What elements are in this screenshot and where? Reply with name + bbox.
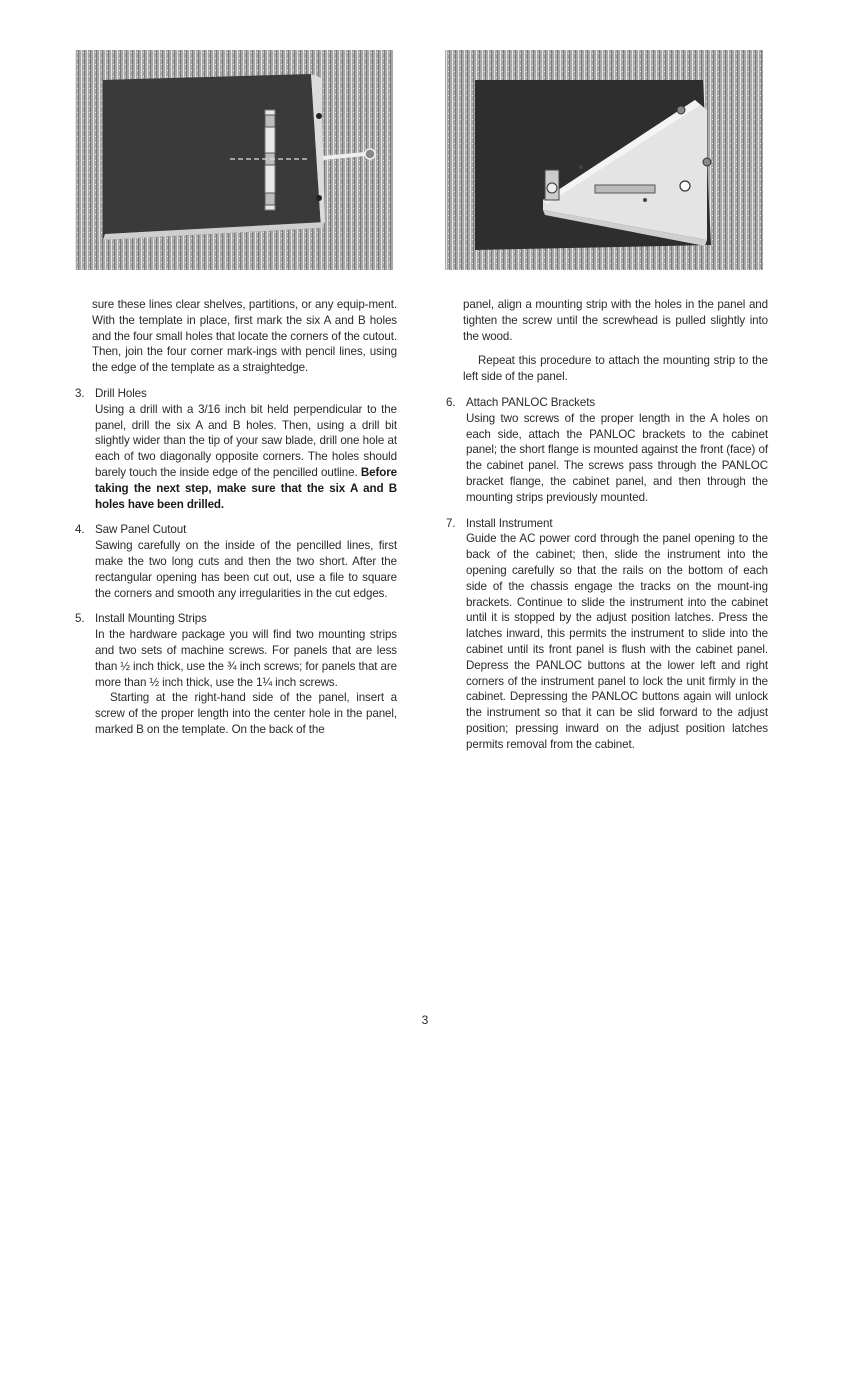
step-body: Using two screws of the proper length in the A holes on each side, attach the PANLOC brackets to the cabinet panel; the short flange is mounted against the front (face) of the cabinet panel. The screws pass through the PANLOC bracket flange, the cabinet panel, and then through the mounting strips previously mounted. bbox=[466, 411, 768, 504]
step-3 bbox=[75, 386, 397, 512]
step-body: Guide the AC power cord through the panel opening to the back of the cabinet; then, slide the instrument into the opening carefully so that the rails on the bottom of each side of the chassis engage the tracks on the mount-ing brackets. Continue to slide the instrument into the cabinet until it is stopped by the adjust position latches. Press the latches inward, this permits the instrument to slide into the cabinet until its front panel is flush with the cabinet panel. Depress the PANLOC buttons at the lower left and right corners of the instrument panel to lock the unit firmly in the cabinet. Depressing the PANLOC buttons again will unlock the instrument so that it can be slid forward to the adjust position; pressing inward on the adjust position latches permits removal from the cabinet. bbox=[466, 532, 768, 751]
figure-cabinet-interior bbox=[445, 50, 763, 270]
step-5 bbox=[75, 611, 397, 737]
step-title: Drill Holes bbox=[95, 386, 147, 400]
step-7 bbox=[446, 516, 768, 753]
step-number: 6. bbox=[446, 395, 456, 409]
step-title: Install Mounting Strips bbox=[95, 612, 207, 626]
step-number: 7. bbox=[446, 516, 456, 530]
page-number: 3 bbox=[421, 1013, 429, 1027]
step-body: In the hardware package you will find two mounting strips and two sets of machine screws. For panels that are less than ½ inch thick, use the ¾ inch screws; for panels that are more than ½ inch thick, use the 1¼ inch screws. bbox=[95, 628, 397, 689]
text-column-left bbox=[75, 297, 397, 738]
figure-cabinet-panel bbox=[75, 50, 393, 270]
step-number: 5. bbox=[75, 612, 85, 626]
step-title: Install Instrument bbox=[466, 516, 553, 530]
step-body-continued: Starting at the right-hand side of the panel, insert a screw of the proper length into the center hole in the panel, marked B on the template. On the back of the bbox=[95, 691, 397, 736]
text-column-right bbox=[446, 297, 768, 753]
step-title: Attach PANLOC Brackets bbox=[466, 395, 596, 409]
step-body: Sawing carefully on the inside of the pencilled lines, first make the two long cuts and then the two short. After the rectangular opening has been cut out, use a file to square the corners and smooth any irregularities in the cut edges. bbox=[95, 539, 397, 600]
step-number: 3. bbox=[75, 386, 85, 400]
step-number: 4. bbox=[75, 523, 85, 537]
step-title: Saw Panel Cutout bbox=[95, 523, 187, 537]
repeat-paragraph: Repeat this procedure to attach the mounting strip to the left side of the panel. bbox=[463, 354, 768, 384]
intro-paragraph: sure these lines clear shelves, partitions, or any equip-ment. With the template in place, first mark the six A and B holes and the four small holes that locate the corners of the cutout. Then, join the four corner mark-ings with pencil lines, using the edge of the template as a straightedge. bbox=[92, 298, 397, 375]
continued-paragraph: panel, align a mounting strip with the holes in the panel and tighten the screw until the screwhead is pulled slightly into the wood. bbox=[463, 298, 768, 343]
step-warning: Before taking the next step, make sure that the six A and B holes have been drilled. bbox=[95, 465, 397, 511]
step-6 bbox=[446, 395, 768, 506]
step-4 bbox=[75, 522, 397, 601]
step-body: Using a drill with a 3/16 inch bit held perpendicular to the panel, drill the six A and B holes. Then, using a drill bit slightly wider than the tip of your saw blade, drill one hole at each of two diagonally opposite corners. The holes should barely touch the inside edge of the pencilled outline. Before taking the next step, make sure that the six A and B holes have been drilled. bbox=[95, 402, 397, 511]
